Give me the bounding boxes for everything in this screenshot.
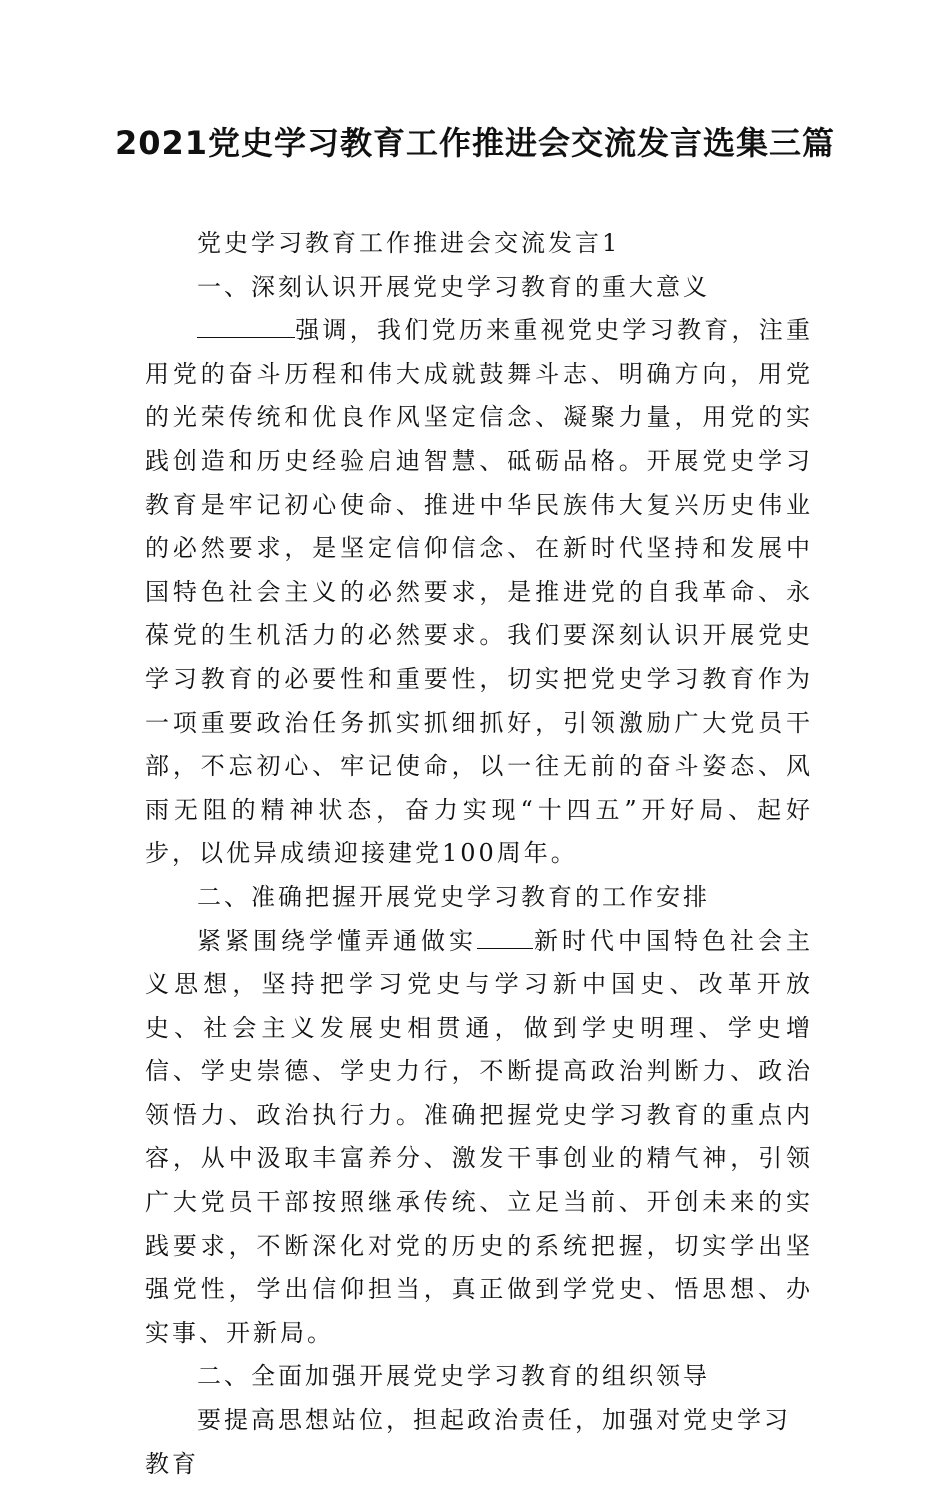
paragraph-arrangement-text-rest: 新时代中国特色社会主义思想，坚持把学习党史与学习新中国史、改革开放史、社会主义发展史相贯通，做到学史明理、学史增信、学史崇德、学史力行，不断提高政治判断力、政治领悟力、政治执行力。准确把握党史学习教育的重点内容，从中汲取丰富养分、激发干事创业的精气神，引领广大党员干部按照继承传统、立足当前、开创未来的实践要求，不断深化对党的历史的系统把握，切实学出坚强党性，学出信仰担当，真正做到学党史、悟思想、办实事、开新局。 — [145, 926, 813, 1347]
section-heading-2: 二、准确把握开展党史学习教育的工作安排 — [197, 882, 710, 911]
redacted-blank — [477, 926, 533, 949]
paragraph-leadership: 要提高思想站位，担起政治责任，加强对党史学习教育 — [145, 1406, 791, 1478]
speech-subtitle: 党史学习教育工作推进会交流发言1 — [197, 229, 621, 257]
paragraph-arrangement-text-start: 紧紧围绕学懂弄通做实 — [197, 926, 477, 955]
section-heading-1: 一、深刻认识开展党史学习教育的重大意义 — [197, 272, 710, 301]
document-body — [145, 222, 813, 1486]
paragraph-significance-text: 强调，我们党历来重视党史学习教育，注重用党的奋斗历程和伟大成就鼓舞斗志、明确方向，用党的光荣传统和优良作风坚定信念、凝聚力量，用党的实践创造和历史经验启迪智慧、砥砺品格。开展党史学习教育是牢记初心使命、推进中华民族伟大复兴历史伟业的必然要求，是坚定信仰信念、在新时代坚持和发展中国特色社会主义的必然要求，是推进党的自我革命、永葆党的生机活力的必然要求。我们要深刻认识开展党史学习教育的必要性和重要性，切实把党史学习教育作为一项重要政治任务抓实抓细抓好，引领激励广大党员干部，不忘初心、牢记使命，以一往无前的奋斗姿态、风雨无阻的精神状态，奋力实现“十四五”开好局、起好步，以优异成绩迎接建党100周年。 — [145, 316, 813, 868]
paragraph-significance — [145, 309, 813, 876]
redacted-blank — [197, 315, 295, 338]
document-title: 2021党史学习教育工作推进会交流发言选集三篇 — [114, 124, 836, 162]
paragraph-arrangement — [145, 920, 813, 1356]
section-heading-3: 二、全面加强开展党史学习教育的组织领导 — [197, 1362, 710, 1391]
